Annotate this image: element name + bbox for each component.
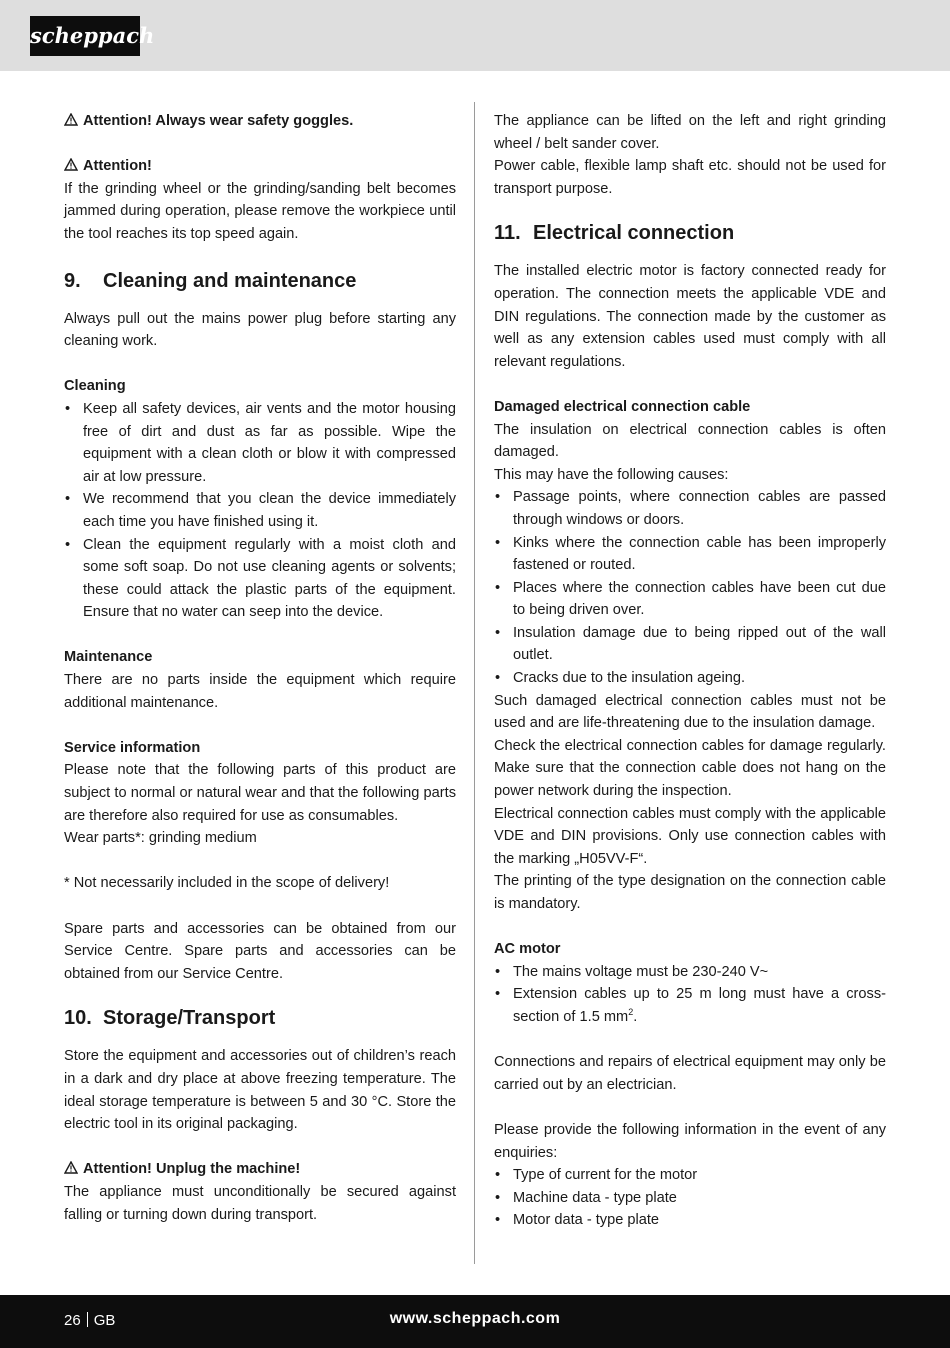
lift-text: The appliance can be lifted on the left and right grinding wheel / belt sander cover. [494,113,886,152]
warning-triangle-icon [64,1161,78,1174]
cleaning-intro: Always pull out the mains power plug before starting any cleaning work. [64,310,456,350]
right-column [494,110,886,1232]
list-item: • Machine data - type plate [494,1187,886,1210]
attention-unplug: Attention! Unplug the machine! [64,1158,456,1181]
attention-goggles: Attention! Always wear safety goggles. [64,110,456,133]
enquiries-list [494,1164,886,1232]
list-item: • Cracks due to the insulation ageing. [494,667,886,690]
spare-parts-text: Spare parts and accessories can be obtained from our Service Centre. Spare parts and accessories can be obtained from our Service Centre. [64,920,456,982]
left-column [64,110,456,1226]
damaged-cable-heading: Damaged electrical connection cable [494,398,751,415]
list-item: • Clean the equipment regularly with a moist cloth and some soft soap. Do not use cleaning agents or solvents; these could attack the plastic parts of the equipment. Ensure that no water can seep into the device. [64,534,456,624]
damaged-cable-text: The insulation on electrical connection cables is often damaged. [494,421,886,461]
warning-triangle-icon [64,158,78,171]
page-number: 26 GB [64,1312,116,1329]
wear-parts-text: Wear parts*: grinding medium [64,830,257,847]
list-item: • Motor data - type plate [494,1209,886,1232]
list-item: • Places where the connection cables have been cut due to being driven over. [494,577,886,622]
section-heading-10: 10. Storage/Transport [64,1007,276,1030]
ac-motor-heading: AC motor [494,941,561,958]
causes-intro: This may have the following causes: [494,466,729,483]
check-text: Check the electrical connection cables for damage regularly. Make sure that the connection cable does not hang on the power network during the inspection. [494,737,886,800]
scheppach-logo: scheppach [30,16,140,56]
list-item: • Extension cables up to 25 m long must have a cross-section of 1.5 $mm^2$. [494,983,886,1028]
transport-text: The appliance must unconditionally be secured against falling or turning down during transport. [64,1183,456,1223]
page-footer [0,1295,950,1348]
cleaning-list [64,398,456,624]
damaged-warning-text: Such damaged electrical connection cables must not be used and are life-threatening due to the insulation damage. [494,692,886,732]
list-item: • Keep all safety devices, air vents and the motor housing free of dirt and dust as far as possible. Wipe the equipment with a clean cloth or blow it with compressed air at low pressure. [64,398,456,488]
list-item: • Passage points, where connection cables are passed through windows or doors. [494,486,886,531]
list-item: • Insulation damage due to being ripped out of the wall outlet. [494,622,886,667]
maintenance-heading: Maintenance [64,649,153,666]
list-item: • We recommend that you clean the device immediately each time you have finished using it. [64,488,456,533]
comply-text: Electrical connection cables must comply with the applicable VDE and DIN provisions. Only use connection cables with the marking „H05VV-F“. [494,805,886,867]
list-item: • Kinks where the connection cable has been improperly fastened or routed. [494,532,886,577]
printing-text: The printing of the type designation on the connection cable is mandatory. [494,873,886,912]
attention-jam-text: If the grinding wheel or the grinding/sanding belt becomes jammed during operation, please remove the workpiece until the tool reaches its top speed again. [64,180,456,242]
power-cable-text: Power cable, flexible lamp shaft etc. should not be used for transport purpose. [494,158,886,197]
list-item: • Type of current for the motor [494,1164,886,1187]
list-item: • The mains voltage must be 230-240 V~ [494,961,886,984]
cleaning-heading: Cleaning [64,378,126,395]
causes-list [494,486,886,689]
section-heading-9: 9. Cleaning and maintenance [64,269,357,292]
attention-heading: Attention! [64,155,456,178]
website-url: www.scheppach.com [389,1310,561,1327]
motor-text: The installed electric motor is factory connected ready for operation. The connection meets the applicable VDE and DIN regulations. The connection made by the customer as well as any extension cables used must comply with all relevant regulations. [494,263,886,370]
storage-text: Store the equipment and accessories out of children’s reach in a dark and dry place at above freezing temperature. The ideal storage temperature is between 5 and 30 °C. Store the electric tool in its original packaging. [64,1048,456,1133]
maintenance-text: There are no parts inside the equipment which require additional maintenance. [64,672,456,711]
warning-triangle-icon [64,113,78,126]
footnote-text: * Not necessarily included in the scope of delivery! [64,875,390,892]
service-text: Please note that the following parts of this product are subject to normal or natural wear and that the following parts are therefore also required for use as consumables. [64,762,456,824]
service-heading: Service information [64,739,201,756]
enquiries-intro: Please provide the following information in the event of any enquiries: [494,1121,886,1161]
column-divider [474,102,475,1264]
section-heading-11: 11. Electrical connection [494,222,735,245]
electrician-text: Connections and repairs of electrical equipment may only be carried out by an electrician. [494,1054,886,1093]
ac-motor-list [494,961,886,1029]
page-header [0,0,950,71]
